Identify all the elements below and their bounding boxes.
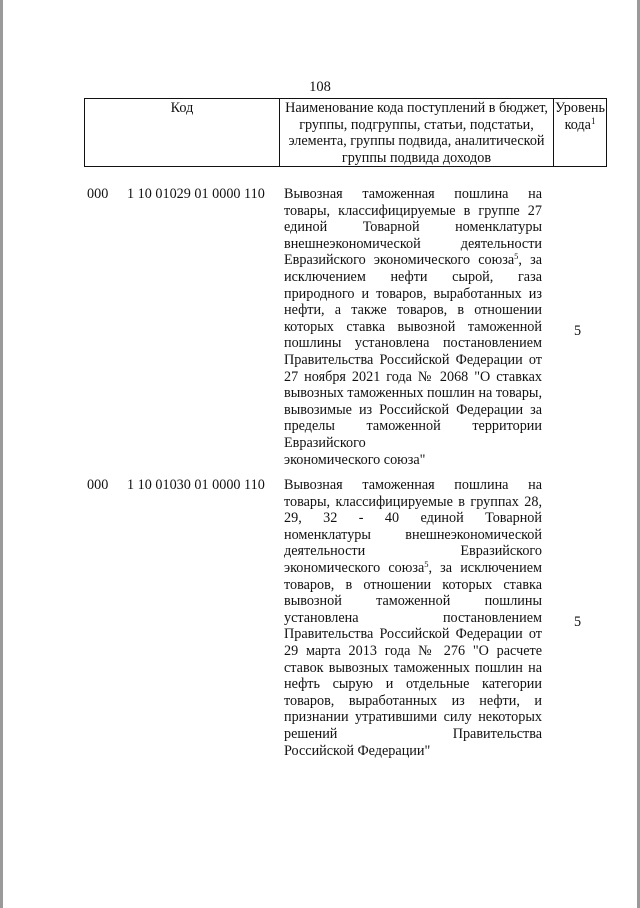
revenue-code: 1 10 01029 01 0000 110 <box>127 186 265 202</box>
column-header-code: Код <box>85 99 280 167</box>
column-header-level <box>554 99 607 167</box>
revenue-code: 1 10 01030 01 0000 110 <box>127 477 265 493</box>
admin-code: 000 <box>87 477 109 493</box>
footnote-mark: 1 <box>590 115 596 126</box>
column-header-name: Наименование кода поступлений в бюджет, группы, подгруппы, статьи, подстатьи, элемента, группы подвида, аналитической группы подвида доходов <box>280 99 554 167</box>
revenue-description: Вывозная таможенная пошлина на товары, классифицируемые в группе 27 единой Товарной номенклатуры внешнеэкономической деятельности Евразийского экономического союза$^5$, за исключением нефти сырой, газа природного и товаров, выработанных из нефти, а также товаров, в отношении которых ставка вывозной таможенной пошлины установлена постановлением Правительства Российской Федерации от 27 ноября 2021 года № 2068 "О ставках вывозных таможенных пошлин на товары, вывозимые из Российской Федерации за пределы таможенной территории Евразийского экономического союза" <box>284 186 543 468</box>
footnote-mark: 5 <box>514 251 519 262</box>
page-number: 108 <box>309 79 331 95</box>
code-level: 5 <box>574 323 582 339</box>
scan-edge-left <box>0 0 3 908</box>
code-level: 5 <box>574 614 582 630</box>
footnote-mark: 5 <box>424 558 429 569</box>
revenue-description: Вывозная таможенная пошлина на товары, классифицируемые в группах 28, 29, 32 - 40 единой Товарной номенклатуры внешнеэкономической деятельности Евразийского экономического союза$^5$, за исключением товаров, в отношении которых ставка вывозной таможенной пошлины установлена постановлением Правительства Российской Федерации от 29 марта 2013 года № 276 "О расчете ставок вывозных таможенных пошлин на нефть сырую и отдельные категории товаров, выработанных из нефти, и признании утратившими силу некоторых решений Правительства Российской Федерации" <box>284 477 543 759</box>
column-header-level-label: Уровень кода <box>555 100 605 133</box>
table-header <box>84 98 607 167</box>
admin-code: 000 <box>87 186 109 202</box>
